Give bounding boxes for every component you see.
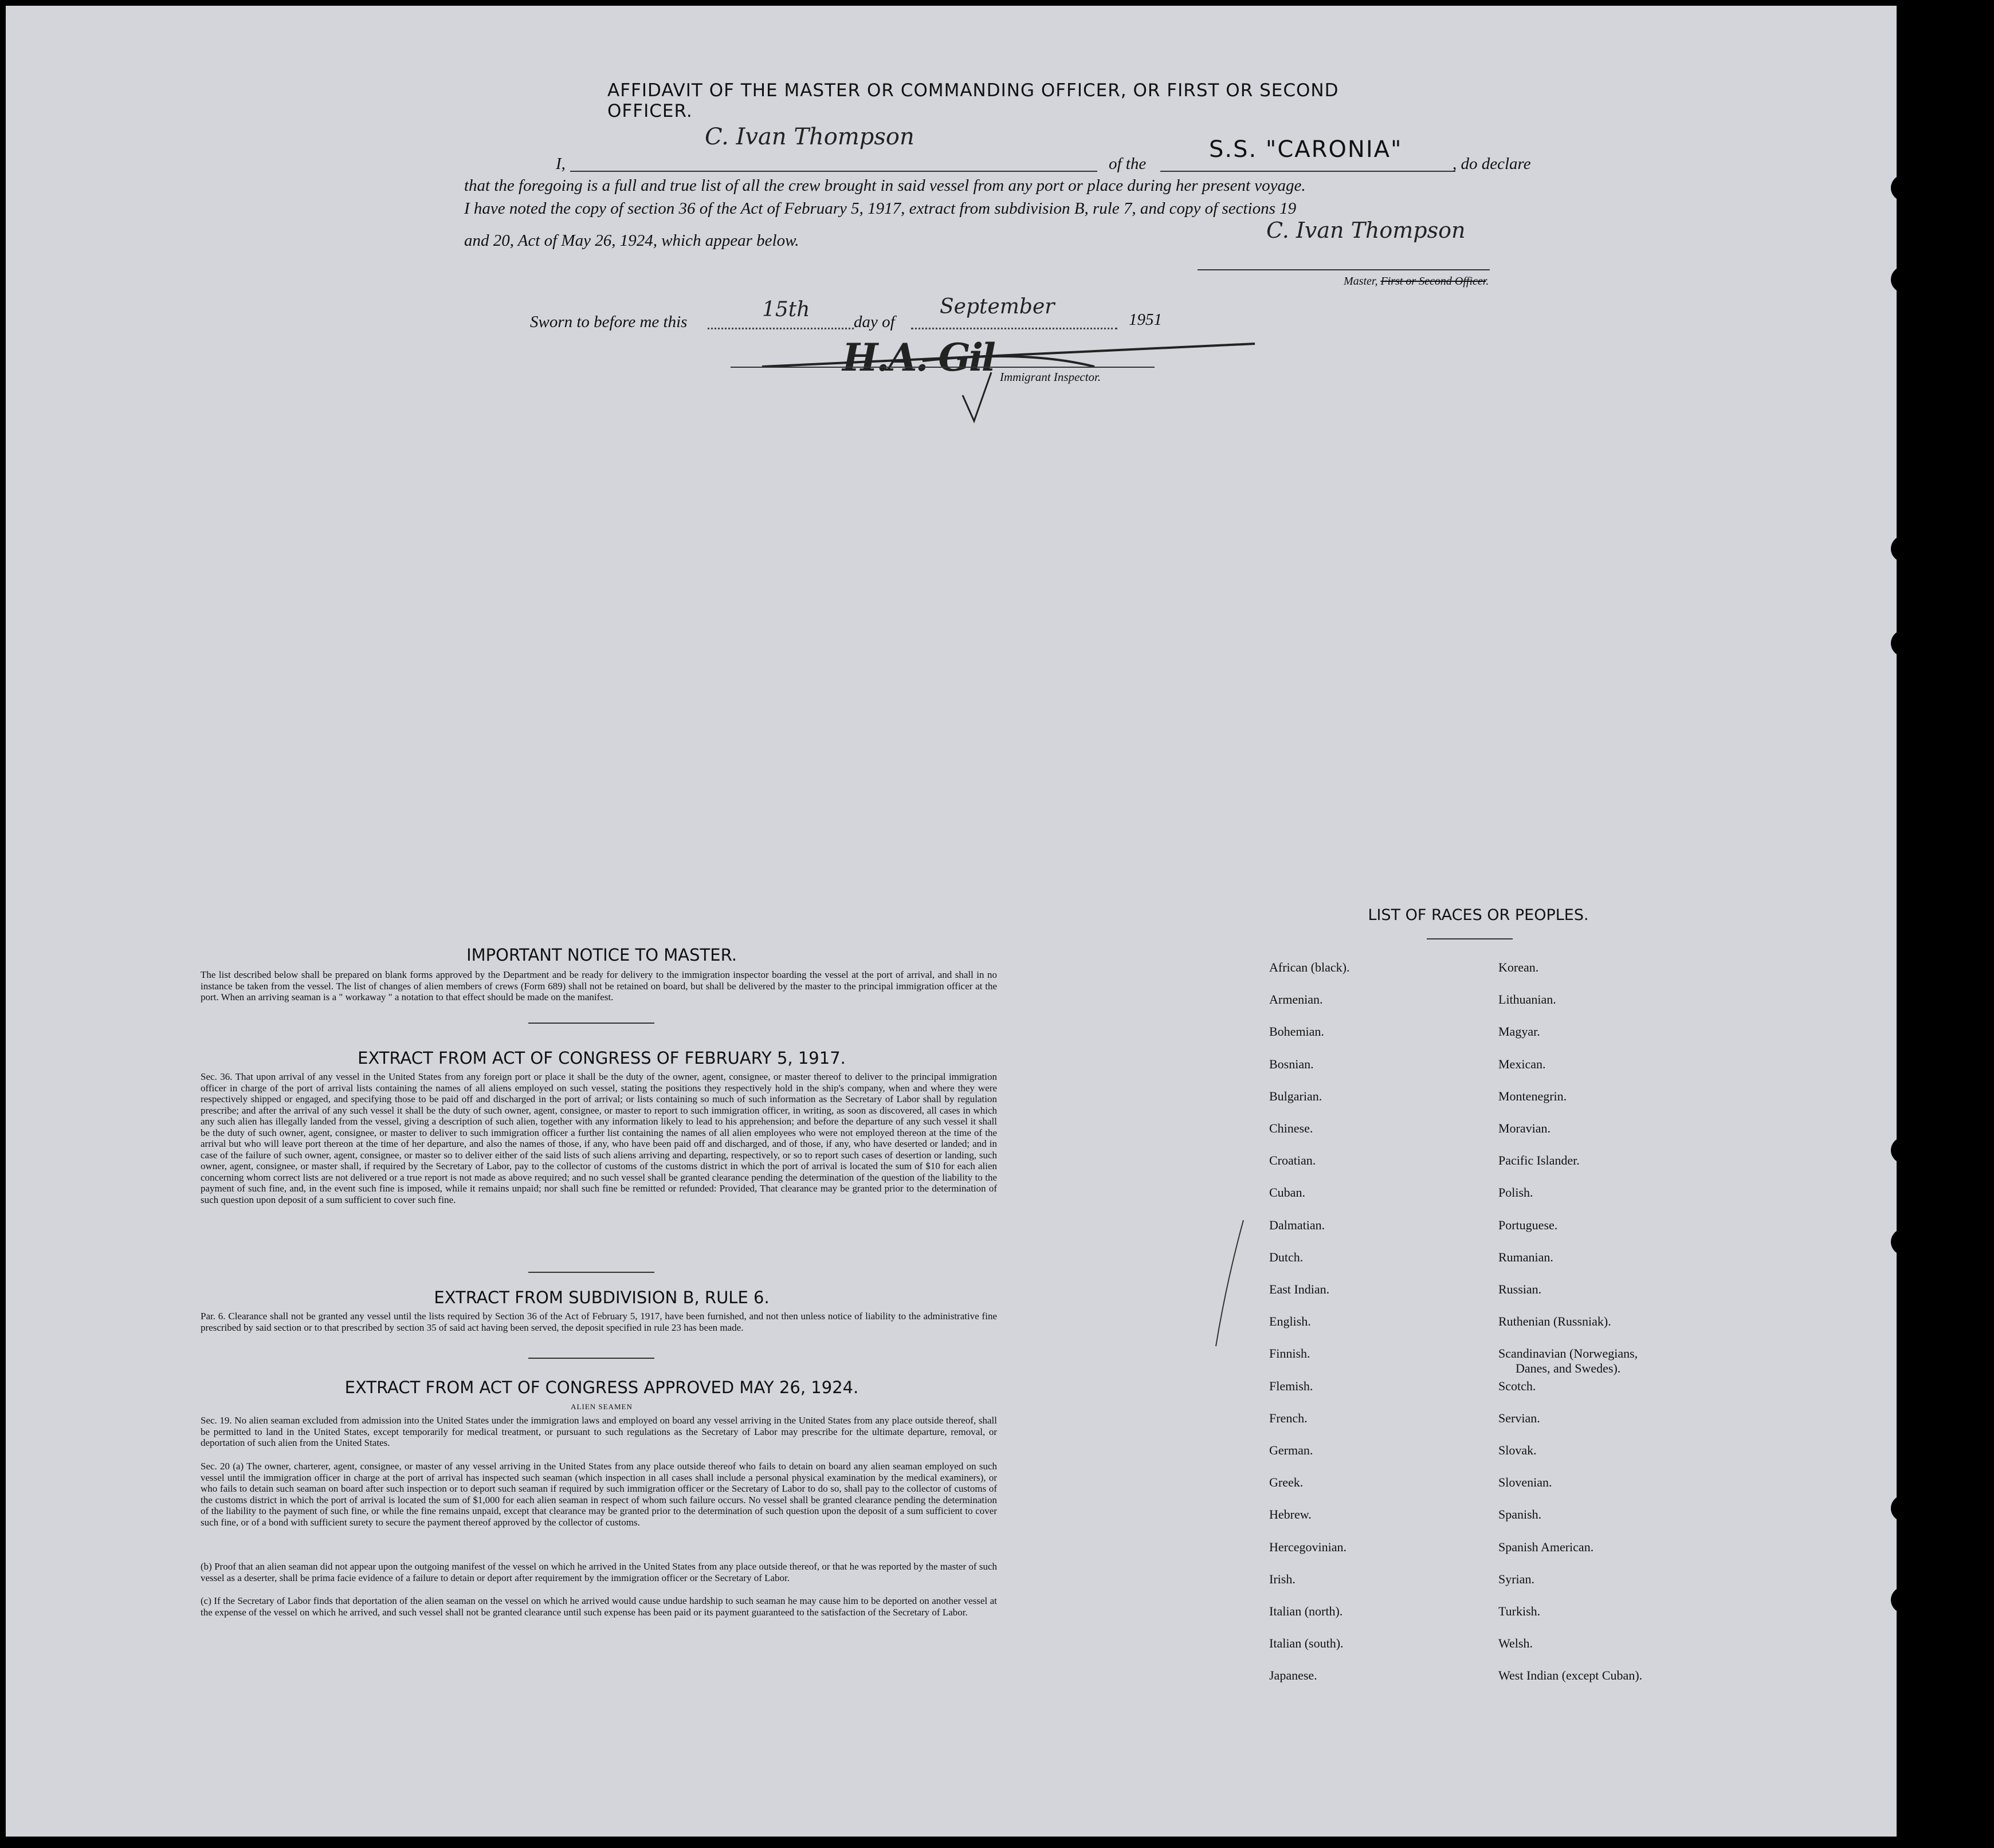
extract1-text: Sec. 36. That upon arrival of any vessel in the United States from any foreign port or place it shall be the duty of the owner, agent, consignee, or master thereof to deliver to the principal immigration officer in charge of the port of arrival lists containing the names of all aliens employed on such vessel, stating the positions they respectively hold in the ship's company, when and where they were respectively shipped or engaged, and specifying those to be paid off and discharged in the port of arrival; or lists containing so much of such information as the Secretary of Labor shall by regulation prescribe; and after the arrival of any such vessel it shall be the duty of such owner, agent, consignee, or master to report to such immigration officer, in writing, as soon as discovered, all cases in which any such alien has illegally landed from the vessel, giving a description of such alien, together with any information likely to lead to his apprehension; and before the departure of any such vessel it shall be the duty of such owner, agent, consignee, or master to deliver to such immigration officer a further list containing the names of all alien employees who were not employed thereon at the time of the arrival but who will leave port thereon at the time of her departure, and also the names of those, if any, who have been paid off and discharged, and of those, if any, who have deserted or landed; and in case of the failure of such owner, agent, consignee, or master so to deliver either of the said lists of such aliens arriving and departing, respectively, or so to report such cases of desertion or landing, such owner, agent, consignee, or master shall, if required by the Secretary of Labor, pay to the collector of customs of the customs district in which the port of arrival is located the sum of $10 for each alien concerning whom correct lists are not delivered or a true report is not made as above required; and no such vessel shall be granted clearance pending the determination of the question of the liability to the payment of such fine, and, in the event such fine is imposed, while it remains unpaid; nor shall such fine be remitted or refunded: Provided, That clearance may be granted prior to the determination of such question upon deposit of a sum sufficient to cover such fine.: [201, 1071, 997, 1205]
race-item: Scandinavian (Norwegians,: [1498, 1346, 1638, 1361]
race-item: Mexican.: [1498, 1057, 1546, 1071]
race-item: Magyar.: [1498, 1024, 1540, 1039]
master-officer-caption: [1344, 275, 1489, 288]
race-item: Dutch.: [1269, 1250, 1304, 1264]
race-item: Rumanian.: [1498, 1250, 1553, 1264]
race-item: Croatian.: [1269, 1153, 1316, 1167]
race-item: Turkish.: [1498, 1604, 1541, 1618]
extract1-title: EXTRACT FROM ACT OF CONGRESS OF FEBRUARY 5, 1917.: [358, 1048, 846, 1068]
extract2-divider: [528, 1358, 654, 1359]
race-item: Russian.: [1498, 1282, 1542, 1296]
notice-text: The list described below shall be prepared on blank forms approved by the Department and be ready for delivery to the immigration inspector boarding the vessel at the port of arrival, and shall in no instance be taken from the vessel. The list of changes of alien members of crews (Form 689) shall not be retained on board, but shall be delivered by the master to the principal immigration officer at the port. When an arriving seaman is a " workaway " a notation to that effect should be made on the manifest.: [201, 969, 997, 1002]
affidavit-of-the: of the: [1109, 155, 1147, 173]
punch-hole: [1891, 1495, 1897, 1521]
race-item: Finnish.: [1269, 1346, 1310, 1361]
master-signature: C. Ivan Thompson: [1266, 218, 1466, 243]
race-item: Bulgarian.: [1269, 1089, 1322, 1103]
race-item: Pacific Islander.: [1498, 1153, 1580, 1167]
sworn-prefix: Sworn to before me this: [530, 313, 688, 331]
race-item: Slovak.: [1498, 1443, 1537, 1457]
punch-hole: [1891, 266, 1897, 293]
race-item: Greek.: [1269, 1475, 1304, 1489]
affidavit-title: AFFIDAVIT OF THE MASTER OR COMMANDING OFFICER, OR FIRST OR SECOND OFFICER.: [607, 80, 1339, 121]
sworn-day: 15th: [762, 298, 810, 321]
notice-title: IMPORTANT NOTICE TO MASTER.: [466, 945, 737, 965]
document-page: [6, 6, 1897, 1837]
sworn-month: September: [940, 295, 1055, 319]
race-item: Polish.: [1498, 1185, 1533, 1200]
struck-officer-label: First or Second Officer: [1380, 275, 1486, 288]
race-item: East Indian.: [1269, 1282, 1330, 1296]
race-item: Moravian.: [1498, 1121, 1551, 1135]
vessel-rule: [1160, 171, 1455, 172]
inspector-rule: [731, 367, 1155, 368]
affidavit-do-declare: , do declare: [1453, 155, 1531, 173]
inspector-label: Immigrant Inspector.: [1000, 370, 1101, 384]
affidavit-line4: and 20, Act of May 26, 1924, which appear below.: [464, 231, 799, 250]
margin-pencil-mark: [1209, 1214, 1255, 1352]
race-item: Flemish.: [1269, 1379, 1313, 1393]
race-item: Japanese.: [1269, 1668, 1317, 1682]
race-item: French.: [1269, 1411, 1308, 1425]
race-item: English.: [1269, 1314, 1311, 1328]
race-item: Lithuanian.: [1498, 992, 1556, 1006]
race-item: German.: [1269, 1443, 1313, 1457]
race-item: Italian (north).: [1269, 1604, 1343, 1618]
race-item: Spanish American.: [1498, 1540, 1594, 1554]
race-item: Armenian.: [1269, 992, 1323, 1006]
punch-hole: [1891, 175, 1897, 201]
extract1-divider: [528, 1272, 654, 1273]
extract2-title: EXTRACT FROM SUBDIVISION B, RULE 6.: [434, 1288, 770, 1307]
sec20a-text: Sec. 20 (a) The owner, charterer, agent, consignee, or master of any vessel arriving in the United States from any place outside thereof who fails to detain on board any alien seaman employed on such vessel until the immigration officer in charge at the port of arrival has inspected such seaman (which inspection in all cases shall include a personal physical examination by the medical examiners), or who fails to detain such seaman on board after such inspection or to deport such seaman if required by such immigration officer or the Secretary of Labor to do so, shall pay to the collector of customs of the customs district in which the port of arrival is located the sum of $1,000 for each alien seaman in respect of whom such failure occurs. No vessel shall be granted clearance pending the determination of the liability to the payment of such fine, or while the fine remains unpaid, except that clearance may be granted prior to the determination of such question upon the deposit of a sum sufficient to cover such fine, or of a bond with sufficient surety to secure the payment thereof approved by the collector of customs.: [201, 1461, 997, 1528]
race-item: African (black).: [1269, 960, 1350, 974]
race-item: Cuban.: [1269, 1185, 1305, 1200]
sec20b-text: (b) Proof that an alien seaman did not appear upon the outgoing manifest of the vessel on which he arrived in the United States from any place outside thereof, or that he was reported by the master of such vessel as a deserter, shall be prima facie evidence of a failure to detain or deport after requirement by the immigration officer or the Secretary of Labor.: [201, 1561, 997, 1583]
races-title: LIST OF RACES OR PEOPLES.: [1368, 906, 1589, 924]
race-item: Syrian.: [1498, 1572, 1534, 1586]
race-item: Servian.: [1498, 1411, 1540, 1425]
signer-name: C. Ivan Thompson: [705, 124, 914, 150]
race-item: Hebrew.: [1269, 1507, 1312, 1521]
caption-period: .: [1486, 275, 1489, 288]
race-item: Spanish.: [1498, 1507, 1542, 1521]
race-item: Dalmatian.: [1269, 1218, 1325, 1232]
races-title-rule: [1427, 938, 1513, 939]
affidavit-i-label: I,: [556, 155, 566, 173]
race-scandinavian-continuation: Danes, and Swedes).: [1516, 1361, 1621, 1375]
sworn-year: 1951: [1129, 310, 1162, 329]
race-item: Scotch.: [1498, 1379, 1536, 1393]
sec20c-text: (c) If the Secretary of Labor finds that deportation of the alien seaman on the vessel on which he arrived would cause undue hardship to such seaman he may cause him to be deported on another vessel at the expense of the vessel on which he arrived, and such vessel shall not be granted clearance until such expense has been paid or its payment guaranteed to the satisfaction of the Secretary of Labor.: [201, 1595, 997, 1618]
race-item: Slovenian.: [1498, 1475, 1552, 1489]
race-item: Korean.: [1498, 960, 1539, 974]
sworn-day-of: day of: [854, 313, 895, 331]
punch-hole: [1891, 1587, 1897, 1613]
punch-hole: [1891, 1229, 1897, 1255]
notice-divider: [528, 1023, 654, 1024]
race-item: Hercegovinian.: [1269, 1540, 1347, 1554]
race-item: Welsh.: [1498, 1636, 1533, 1650]
extract3-subtitle: ALIEN SEAMEN: [571, 1402, 633, 1411]
race-item: Chinese.: [1269, 1121, 1313, 1135]
extract2-text: Par. 6. Clearance shall not be granted any vessel until the lists required by Section 36 of the Act of February 5, 1917, have been furnished, and not then unless notice of liability to the administrative fine prescribed by said section or to that prescribed by section 35 of said act having been served, the deposit specified in rule 23 has been made.: [201, 1311, 997, 1333]
vessel-name: S.S. "CARONIA": [1209, 136, 1403, 163]
race-item: Portuguese.: [1498, 1218, 1558, 1232]
race-item: Italian (south).: [1269, 1636, 1344, 1650]
race-item: Bosnian.: [1269, 1057, 1314, 1071]
punch-hole: [1891, 1137, 1897, 1163]
race-item: Montenegrin.: [1498, 1089, 1567, 1103]
punch-hole: [1891, 536, 1897, 562]
inspector-signature: H.A. Gil: [842, 335, 995, 380]
race-item: Irish.: [1269, 1572, 1296, 1586]
master-signature-rule: [1198, 269, 1490, 270]
extract3-title: EXTRACT FROM ACT OF CONGRESS APPROVED MAY 26, 1924.: [344, 1378, 859, 1397]
affidavit-line2: that the foregoing is a full and true list of all the crew brought in said vessel from any port or place during her present voyage.: [464, 176, 1306, 195]
master-label: Master,: [1344, 275, 1378, 288]
name-rule: [570, 171, 1097, 172]
punch-hole: [1891, 630, 1897, 656]
sec19-text: Sec. 19. No alien seaman excluded from admission into the United States under the immigration laws and employed on board any vessel arriving in the United States from any place outside thereof, shall be permitted to land in the United States, except temporarily for medical treatment, or pursuant to such regulations as the Secretary of Labor may prescribe for the ultimate departure, removal, or deportation of such alien from the United States.: [201, 1415, 997, 1448]
race-item: Ruthenian (Russniak).: [1498, 1314, 1611, 1328]
race-item: West Indian (except Cuban).: [1498, 1668, 1643, 1682]
affidavit-line3: I have noted the copy of section 36 of the Act of February 5, 1917, extract from subdivision B, rule 7, and copy of sections 19: [464, 199, 1297, 218]
race-item: Bohemian.: [1269, 1024, 1324, 1039]
